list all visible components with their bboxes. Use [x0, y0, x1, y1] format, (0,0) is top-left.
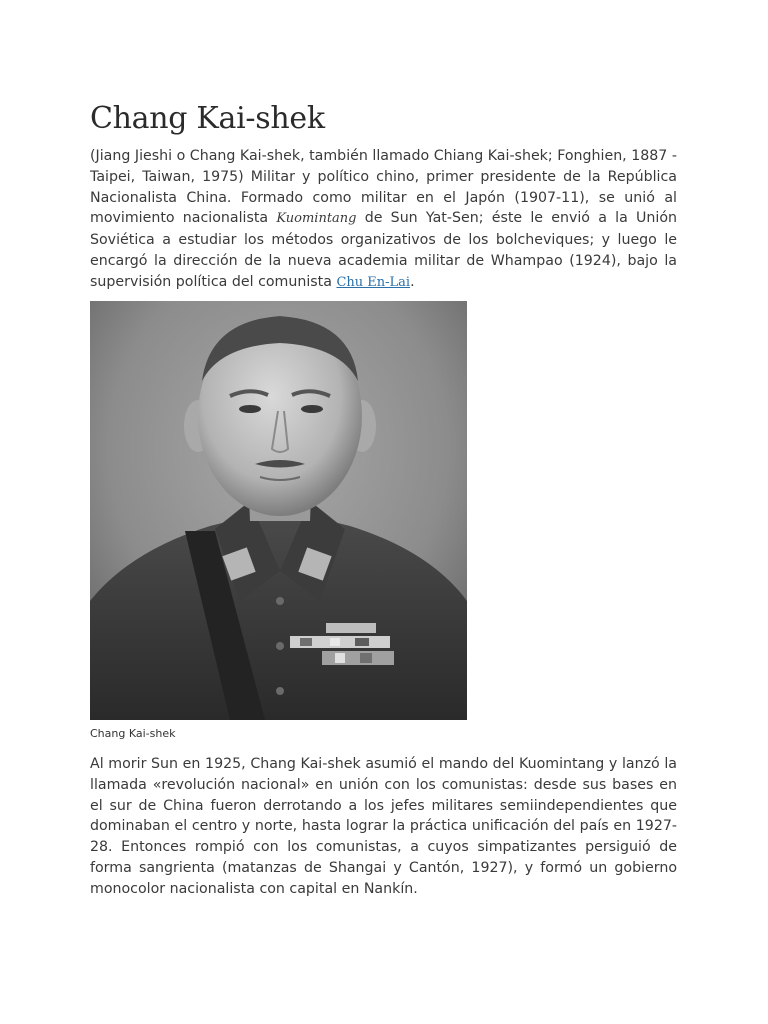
intro-text-start: (Jiang Jieshi o Chang Kai-shek, también llamado Chiang Kai-shek; Fonghien, 1887 - Taipei, Taiwan, 1975) Militar y político chino, primer presidente de la República Nacionalista China. Formado como militar en el Japón (1907-11), se unió al movimiento nacionalista — [90, 148, 677, 227]
portrait-photo — [90, 301, 467, 720]
portrait-caption: Chang Kai-shek — [90, 727, 176, 740]
page-title: Chang Kai-shek — [90, 101, 325, 136]
chu-en-lai-link[interactable]: Chu En-Lai — [336, 274, 411, 290]
intro-text-end: . — [410, 273, 415, 290]
body-paragraph: Al morir Sun en 1925, Chang Kai-shek asumió el mando del Kuomintang y lanzó la llamada «revolución nacional» en unión con los comunistas: desde sus bases en el sur de China fueron derrotando a los jefes militares semiindependientes que dominaban el centro y norte, hasta lograr la práctica unificación del país en 1927-28. Entonces rompió con los comunistas, a cuyos simpatizantes persiguió de forma sangrienta (matanzas de Shangai y Cantón, 1927), y formó un gobierno monocolor nacionalista con capital en Nankín. — [90, 756, 677, 897]
intro-paragraph — [90, 146, 677, 294]
kuomintang-term: Kuomintang — [276, 211, 357, 227]
intro-text-middle: de Sun Yat-Sen; éste le envió a la Unión Soviética a estudiar los métodos organizativos de los bolcheviques; y luego le encargó la dirección de la nueva academia militar de Whampao (1924), bajo la supervisión política del comunista — [90, 210, 677, 290]
